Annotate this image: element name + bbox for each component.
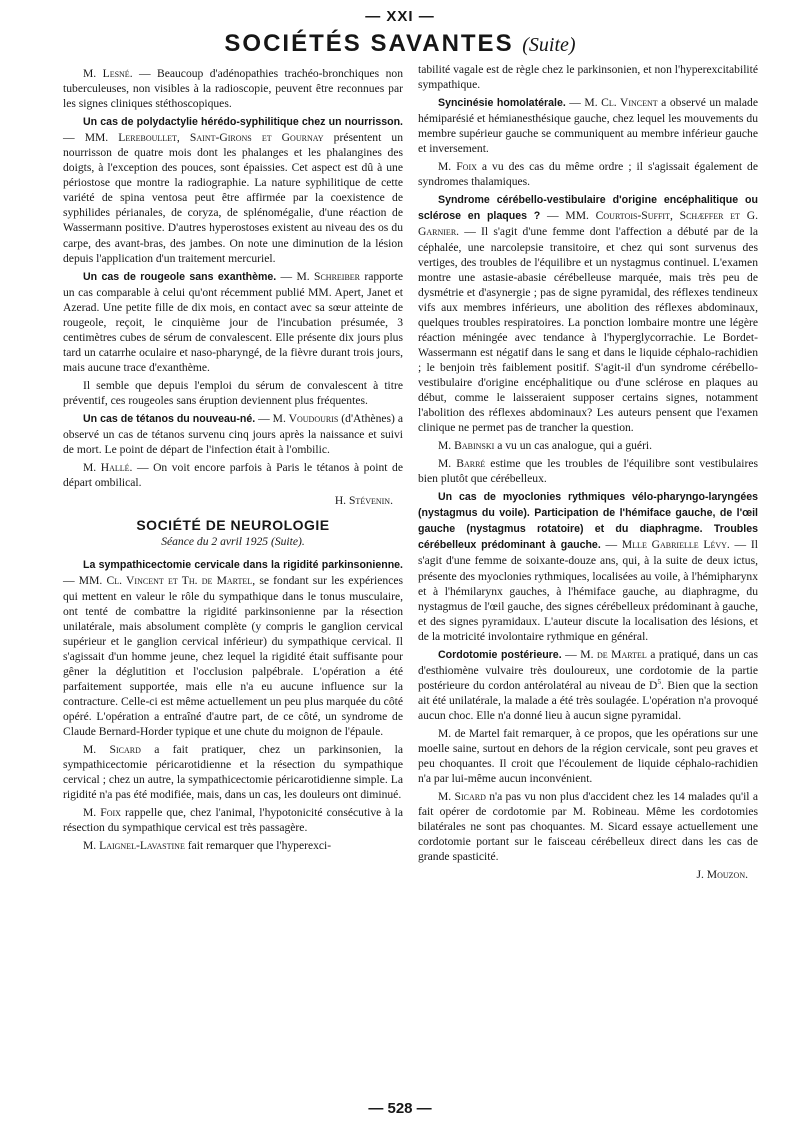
paragraph-text: présentent un nourrisson de quatre mois dont les phalanges et les phalangines des doigts, à l'exception des pouces, sont épaissies. Cet aspect est dû à une périostose que montre la radiographie. La nature syphilitique de cette variété de spina ventosa peut être affirmée par la coexistence de syphilides périanales, de coryza, de splénomégalie, d'une réaction de Wassermann positive. D'autres hyperostoses existent au niveau des os du carpe, des avant-bras, des jambes. On note une diminution de la lésion depuis l'application d'un traitement mercuriel.: [63, 131, 403, 265]
author-name: — M. Cl. Vincent: [565, 96, 658, 110]
paragraph-text: n'a pas vu non plus d'accident chez les 14 malades qu'il a fait opérer de cordotomie par M. Robineau. Même les cordotomies bilatérales ne sont pas choquantes. M. Sicard essaye actuellement une cordotomie portant sur le faisceau cérébelleux direct dans les cas de grande spasticité.: [418, 790, 758, 864]
paragraph: [63, 66, 403, 111]
paragraph-text: a observé un malade hémiparésié et hémianesthésique gauche, chez lequel les mouvements du membre supérieur gauche se communiquent au membre inférieur gauche et inversement.: [418, 96, 758, 156]
paragraph: [63, 269, 403, 375]
section-date: Séance du 2 avril 1925 (Suite).: [161, 535, 305, 549]
paragraph-text: fait remarquer que l'hyperexci-: [184, 839, 332, 853]
paragraph: [63, 838, 403, 853]
paragraph: [418, 62, 758, 92]
author-names: — MM. Lereboullet, Saint-Girons et Gournay: [63, 131, 324, 145]
paragraph-text: , se fondant sur les expériences qui mettent en valeur le rôle du sympathique dans le tonus musculaire, ont tenté de combattre la rigidité parkinsonienne par la résection unilatérale, mais absolument complète (y compris le ganglion cervical supérieur et le ganglion cervical inférieur) du sympathique cervical. Il s'agissait d'un homme jeune, chez lequel la rigidité était suffisante pour gêner la déglutition et l'occlusion palpébrale. L'opération a été parfaitement supportée, mais elle n'a eu aucune influence sur la contracture. Celle-ci est même actuellement un peu plus marquée du côté opéré. L'opération a entraîné d'autre part, de ce côté, un syndrome de Claude Bernard-Horder typique et une chute du moignon de l'épaule.: [63, 574, 403, 738]
paragraph: [63, 411, 403, 457]
paragraph-text: a fait pratiquer, chez un parkinsonien, la sympathicectomie péricarotidienne et la résection du sympathique cervical ; chez un autre, la sympathicectomie péricarotidienne simple. La rigidité n'a pas été modifiée, mais, dans un cas, les douleurs ont diminué.: [63, 742, 403, 802]
signature-text: J. Mouzon.: [696, 868, 748, 882]
paragraph: [418, 159, 758, 189]
author-name: M. Laignel-Lavastine: [83, 839, 185, 853]
page-roman-numeral: — XXI —: [365, 8, 435, 25]
superscript: 5: [657, 677, 661, 686]
paragraph: [63, 114, 403, 265]
author-names: — MM. Courtois-Suffit, Schæffer et G. Garnier.: [418, 209, 758, 239]
running-title: [0, 30, 800, 58]
paragraph: [418, 95, 758, 156]
signature: [418, 867, 758, 882]
paragraph: [418, 647, 758, 723]
communication-title: Un cas de rougeole sans exanthème.: [83, 270, 277, 283]
communication-title: Syndrome cérébello-vestibulaire d'origine encéphalitique ou sclérose en plaques ?: [418, 194, 758, 223]
author-name: — M. de Martel: [561, 647, 647, 661]
author-name: M. Sicard: [83, 742, 141, 756]
paragraph: [418, 438, 758, 453]
right-column: [418, 62, 758, 882]
paragraph: [418, 726, 758, 786]
paragraph: [418, 789, 758, 864]
signature: [63, 493, 403, 508]
paragraph: [63, 805, 403, 835]
page-number: — 528 —: [368, 1100, 432, 1117]
author-name: M. Babinski: [438, 439, 495, 453]
paragraph: [63, 460, 403, 490]
paragraph-text: rappelle que, chez l'animal, l'hypotonicité consécutive à la résection du sympathique cervical est très passagère.: [63, 806, 403, 835]
communication-title: Un cas de polydactylie hérédo-syphilitique chez un nourrisson.: [83, 116, 403, 129]
paragraph-text: — On voit encore parfois à Paris le tétanos à point de départ ombilical.: [63, 461, 403, 490]
paragraph-text: — Il s'agit d'une femme de soixante-douze ans, qui, à la suite de deux ictus, présente des myoclonies rythmiques, localisées au voile, à l'hémipharynx et à l'hémilarynx gauches, à l'hémiface gauche, au diaphragme, du nystagmus de l'œil gauche, des signes cérébelleux prédominant à gauche, et des signes pyramidaux. L'auteur discute la localisation des lésions, et de la motricité involontaire rythmique en général.: [418, 538, 758, 643]
paragraph-text: estime que les troubles de l'équilibre sont vestibulaires bien plutôt que cérébelleux.: [418, 457, 758, 486]
communication-title: Un cas de myoclonies rythmiques vélo-pharyngo-laryngées (nystagmus du voile). Participation de l'hémiface gauche, de l'œil gauche (nystagmus rotatoire) et du diaphragme. Troubles cérébelleux prédominant à gauche.: [418, 491, 758, 552]
author-name: M. Hallé.: [83, 461, 133, 475]
paragraph-text: Il semble que depuis l'emploi du sérum de convalescent à titre préventif, ces rougeoles sans éruption deviennent plus fréquentes.: [63, 378, 403, 407]
paragraph-text: tabilité vagale est de règle chez le parkinsonien, et non l'hyperexcitabilité sympathique.: [418, 63, 758, 92]
left-column: [63, 66, 403, 856]
running-title-suite: (Suite): [522, 34, 576, 56]
paragraph: [63, 557, 403, 739]
paragraph-text: . Bien que la section ait été unilatérale, la malade a été très soulagée. L'opération n'a provoqué aucun choc. Elle n'a donné lieu à aucun signe pyramidal.: [418, 678, 758, 722]
author-name: M. Sicard: [438, 790, 486, 804]
author-name: M. Foix: [438, 160, 477, 174]
paragraph-text: — Il s'agit d'une femme dont l'affection a débuté par de la céphalée, une narcolepsie transitoire, et chez qui sont survenus des vertiges, des troubles de l'équilibre et un nystagmus continuel. L'examen montre une astasie-abasie cérébelleuse marquée, mais très peu de dysmétrie et d'asynergie ; pas de signe pyramidal, des réflexes tendineux vifs aux membres inférieurs, une abolition des réflexes abdominaux, quelques troubles respiratoires. La ponction lombaire montre une légère réaction méningée avec tendance à l'hyperglycorrachie. Le Bordet-Wassermann est négatif dans le sang et dans le liquide céphalo-rachidien ; le benjoin très faiblement positif. S'agit-il d'un syndrome cérébello-vestibulaire d'origine encéphalitique ou d'une sclérose en plaques au début, comme le laisseraient supposer certains signes, notamment l'abolition des réflexes abdominaux? Les auteurs pensent que l'examen clinique ne permet pas de trancher la question.: [418, 225, 758, 435]
signature-text: H. Stévenin.: [334, 494, 393, 508]
author-name: — M. Voudouris: [255, 412, 339, 426]
author-name: M. Foix: [83, 806, 121, 820]
paragraph-text: a pratiqué, dans un cas d'esthiomène vulvaire très douloureux, une cordotomie de la partie postérieure du cordon antérolatéral au niveau de D: [418, 647, 758, 692]
communication-title: Un cas de tétanos du nouveau-né.: [83, 413, 256, 426]
author-name: — M. Schreiber: [276, 269, 361, 283]
section-title: SOCIÉTÉ DE NEUROLOGIE: [136, 517, 330, 534]
paragraph: [418, 456, 758, 486]
author-name: M. Lesné.: [83, 67, 133, 80]
paragraph-text: a vu un cas analogue, qui a guéri.: [494, 439, 653, 453]
paragraph: [63, 742, 403, 802]
author-name: — Mlle Gabrielle Lévy.: [600, 538, 730, 552]
paragraph: [418, 489, 758, 643]
paragraph: [418, 192, 758, 435]
paragraph-text: — Beaucoup d'adénopathies trachéo-bronchiques non tuberculeuses, non visibles à la radioscopie, peuvent être reconnues par les signes cliniques stéthoscopiques.: [63, 67, 403, 111]
author-name: M. Barré: [438, 457, 486, 471]
paragraph-text: (d'Athènes) a observé un cas de tétanos survenu cinq jours après la naissance et suivi de mort. Le point de départ de l'infection était à l'ombilic.: [63, 412, 403, 457]
paragraph-text: M. de Martel fait remarquer, à ce propos, que les opérations sur une moelle saine, surtout en dehors de la région cervicale, sont peu graves et peu choquantes. Il croit que l'écoulement de liquide céphalo-rachidien n'a par lui-même aucun inconvénient.: [418, 726, 758, 786]
communication-title: Syncinésie homolatérale.: [438, 97, 566, 110]
paragraph-text: rapporte un cas comparable à celui qu'ont récemment publié MM. Apert, Janet et Azerad. Une petite fille de dix mois, en contact avec sa sœur atteinte de rougeole, reçoit, le cinquième jour de l'incubation présumée, 3 centimètres cubes de sérum de convalescent. Elle présente dix jours plus tard un catarrhe oculaire et naso-pharyngé, de la fièvre durant trois jours, mais aucune trace d'exanthème.: [63, 269, 403, 374]
running-title-text: SOCIÉTÉS SAVANTES: [224, 30, 514, 57]
paragraph: [63, 378, 403, 408]
author-names: — MM. Cl. Vincent et Th. de Martel: [63, 574, 253, 588]
communication-title: La sympathicectomie cervicale dans la rigidité parkinsonienne.: [83, 559, 403, 572]
paragraph-text: a vu des cas du même ordre ; il s'agissait également de syndromes thalamiques.: [418, 160, 758, 189]
communication-title: Cordotomie postérieure.: [438, 648, 562, 661]
